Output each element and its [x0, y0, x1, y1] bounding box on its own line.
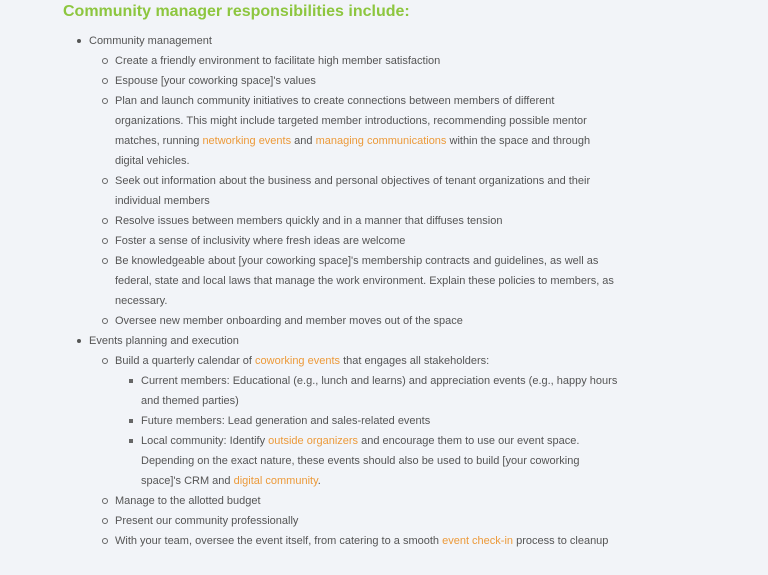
item-text: within the space and through digital vehicles. — [115, 135, 591, 167]
networking-events-link[interactable]: networking events — [202, 135, 292, 147]
list-item: Foster a sense of inclusivity where fresh ideas are welcome — [115, 231, 619, 251]
sub-list — [115, 51, 619, 331]
digital-community-link[interactable]: digital community — [233, 475, 318, 487]
list-item — [115, 351, 619, 491]
list-item — [115, 91, 619, 171]
list-item: Be knowledgeable about [your coworking space]'s membership contracts and guidelines, as well as federal, state and local laws that manage the work environment. Explain these policies to members, as necessary. — [115, 251, 619, 311]
item-text: Plan and launch community initiatives to create connections between members of different organizations. This might include targeted member introductions, recommending possible mentor matches, running — [115, 95, 587, 147]
item-text: and — [291, 135, 316, 147]
responsibilities-list — [89, 31, 619, 551]
section-title: Community management — [89, 35, 212, 47]
item-text: and encourage them to use our event space. Depending on the exact nature, these events should also be used to build [your coworking space]'s CRM and — [141, 435, 580, 487]
managing-communications-link[interactable]: managing communications — [315, 135, 447, 147]
sub-sub-list — [141, 371, 619, 491]
coworking-events-link[interactable]: coworking events — [255, 355, 341, 367]
item-text: Local community: Identify — [141, 435, 269, 447]
list-item: Espouse [your coworking space]'s values — [115, 71, 619, 91]
list-item: Create a friendly environment to facilitate high member satisfaction — [115, 51, 619, 71]
list-item: Resolve issues between members quickly and in a manner that diffuses tension — [115, 211, 619, 231]
outside-organizers-link[interactable]: outside organizers — [268, 435, 359, 447]
item-text: . — [317, 475, 321, 487]
item-text: With your team, oversee the event itself, from catering to a smooth — [115, 535, 443, 547]
list-item: Present our community professionally — [115, 511, 619, 531]
item-text: that engages all stakeholders: — [340, 355, 490, 367]
list-item: Future members: Lead generation and sales-related events — [141, 411, 619, 431]
section-title: Events planning and execution — [89, 335, 239, 347]
sub-list — [115, 351, 619, 551]
list-item — [115, 531, 619, 551]
list-item: Current members: Educational (e.g., lunch and learns) and appreciation events (e.g., happy hours and themed parties) — [141, 371, 619, 411]
list-item: Oversee new member onboarding and member moves out of the space — [115, 311, 619, 331]
item-text: process to cleanup — [513, 535, 609, 547]
list-item — [141, 431, 619, 491]
item-text: Build a quarterly calendar of — [115, 355, 256, 367]
list-item-community-management — [89, 31, 619, 331]
event-check-in-link[interactable]: event check-in — [442, 535, 514, 547]
section-heading: Community manager responsibilities include: — [63, 3, 410, 20]
list-item: Seek out information about the business and personal objectives of tenant organizations and their individual members — [115, 171, 619, 211]
list-item: Manage to the allotted budget — [115, 491, 619, 511]
list-item-events-planning — [89, 331, 619, 551]
